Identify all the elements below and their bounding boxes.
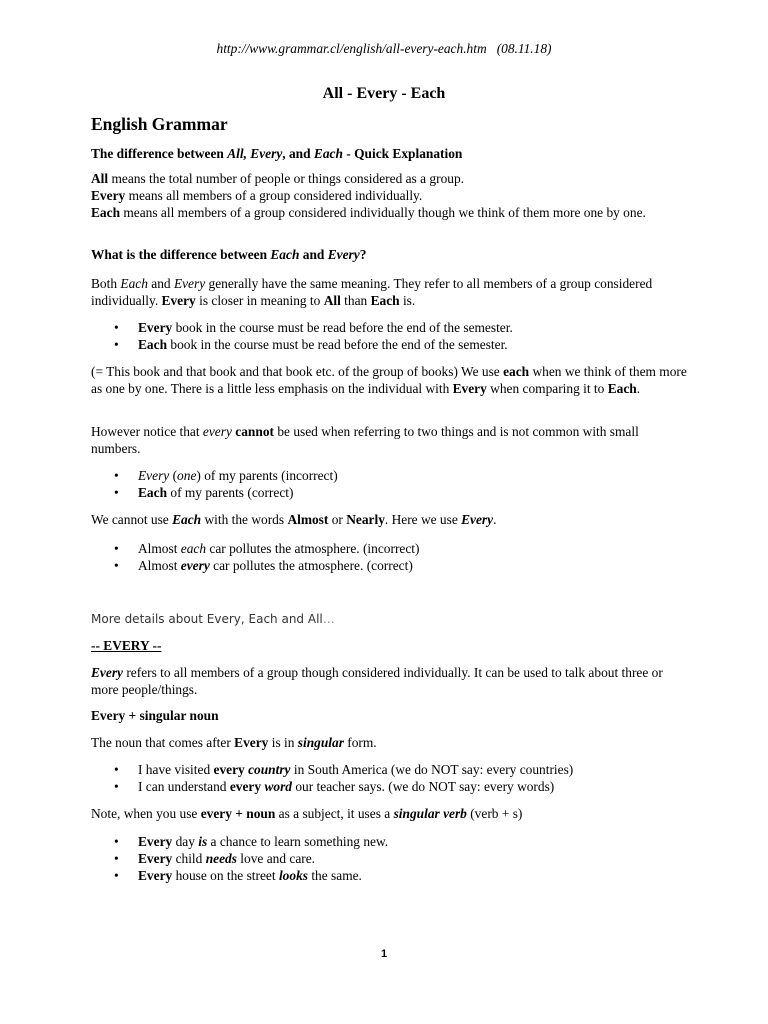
page-number: 1 (380, 948, 388, 960)
emphasis-paragraph: (= This book and that book and that book etc. of the group of books) We use each when we think of them more as one by one. There is a little less emphasis on the individual with Every when comparing it to Each. (91, 364, 687, 397)
page-title: All - Every - Each (322, 85, 446, 102)
every-definition-paragraph: Every refers to all members of a group though considered individually. It can be used to talk about three or more people/things. (91, 665, 663, 698)
difference-question: What is the difference between Each and Every? (91, 247, 367, 262)
list-item: • Almost every car pollutes the atmosphere. (correct) (91, 557, 691, 574)
source-url (0, 41, 768, 57)
more-details-link[interactable]: More details about Every, Each and All… (91, 612, 335, 626)
singular-noun-example-list (91, 761, 691, 795)
list-item: • I have visited every country in South America (we do NOT say: every countries) (91, 761, 691, 778)
almost-example-list (91, 540, 691, 574)
every-singular-noun-heading: Every + singular noun (91, 708, 219, 723)
singular-verb-paragraph: Note, when you use every + noun as a subject, it uses a singular verb (verb + s) (91, 806, 523, 821)
parents-example-list (91, 467, 691, 501)
list-item: • Each book in the course must be read before the end of the semester. (91, 336, 691, 353)
list-item: • Almost each car pollutes the atmosphere. (incorrect) (91, 540, 691, 557)
list-item: • Every day is a chance to learn something new. (91, 833, 691, 850)
list-item: • Every (one) of my parents (incorrect) (91, 467, 691, 484)
cannot-paragraph: However notice that every cannot be used when referring to two things and is not common with small numbers. (91, 424, 639, 457)
list-item: • Each of my parents (correct) (91, 484, 691, 501)
difference-paragraph: Both Each and Every generally have the same meaning. They refer to all members of a group considered individually. Every is closer in meaning to All than Each is. (91, 276, 653, 309)
list-item: • I can understand every word our teacher says. (we do NOT say: every words) (91, 778, 691, 795)
book-example-list (91, 319, 691, 353)
every-term: Every (91, 188, 126, 204)
list-item: • Every house on the street looks the same. (91, 867, 691, 884)
singular-form-paragraph: The noun that comes after Every is in singular form. (91, 735, 377, 750)
list-item: • Every child needs love and care. (91, 850, 691, 867)
every-section-heading: -- EVERY -- (91, 638, 162, 653)
all-term: All (91, 171, 109, 186)
capture-date: (08.11.18) (496, 41, 552, 56)
each-term: Each (91, 205, 121, 221)
quick-explanation-heading: The difference between All, Every, and Each - Quick Explanation (91, 146, 463, 161)
section-heading: English Grammar (91, 114, 228, 134)
singular-verb-example-list (91, 833, 691, 885)
almost-nearly-paragraph: We cannot use Each with the words Almost or Nearly. Here we use Every. (91, 512, 497, 527)
url-text: http://www.grammar.cl/english/all-every-each.htm (216, 41, 487, 56)
list-item: • Every book in the course must be read before the end of the semester. (91, 319, 691, 336)
definitions-paragraph: All means the total number of people or things considered as a group. Every means all members of a group considered individually. Each means all members of a group considered individually though we think of them more one by one. (91, 171, 646, 221)
